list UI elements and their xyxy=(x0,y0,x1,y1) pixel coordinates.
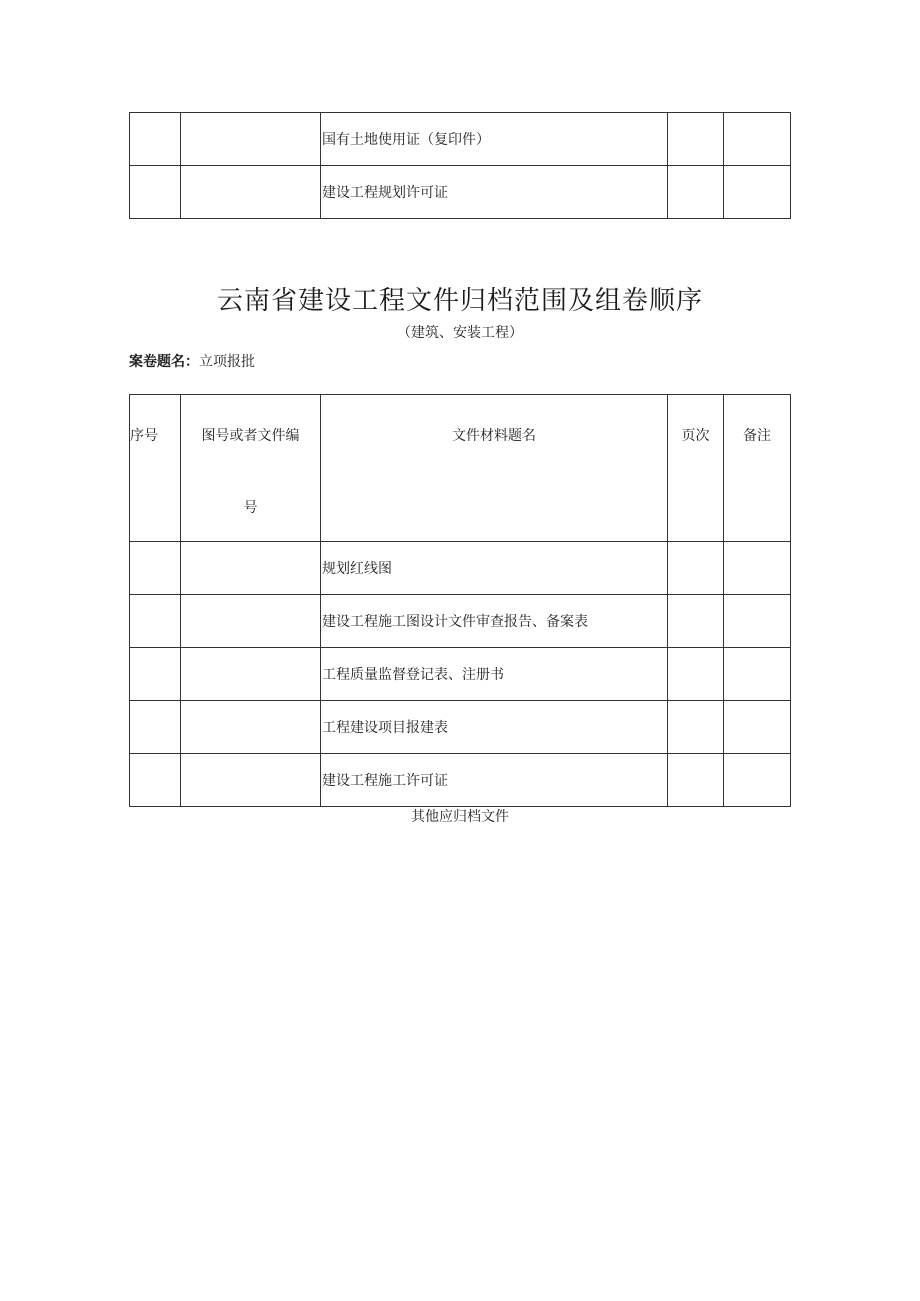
note-cell xyxy=(724,754,791,807)
table-row xyxy=(130,166,791,219)
doc-number-cell xyxy=(181,166,321,219)
note-cell xyxy=(724,166,791,219)
case-title-value: 立项报批 xyxy=(199,354,255,370)
doc-number-cell xyxy=(181,648,321,701)
table-row xyxy=(130,542,791,595)
note-cell xyxy=(724,648,791,701)
table-row xyxy=(130,113,791,166)
file-name-cell: 工程建设项目报建表 xyxy=(321,701,668,754)
footer-note: 其他应归档文件 xyxy=(411,809,509,825)
header-doc-number-line1: 图号或者文件编 xyxy=(201,428,300,444)
table-header-row xyxy=(130,395,791,542)
pages-cell xyxy=(668,113,724,166)
pages-cell xyxy=(668,701,724,754)
seq-cell xyxy=(130,648,181,701)
seq-cell xyxy=(130,542,181,595)
table-row xyxy=(130,701,791,754)
pages-cell xyxy=(668,166,724,219)
file-name-cell: 国有土地使用证（复印件） xyxy=(321,113,668,166)
seq-cell xyxy=(130,166,181,219)
case-title-label: 案卷题名： xyxy=(129,354,199,370)
note-cell xyxy=(724,113,791,166)
header-note: 备注 xyxy=(724,395,791,542)
doc-number-cell xyxy=(181,754,321,807)
doc-number-cell xyxy=(181,542,321,595)
file-name-cell: 建设工程规划许可证 xyxy=(321,166,668,219)
seq-cell xyxy=(130,595,181,648)
seq-cell xyxy=(130,113,181,166)
doc-number-cell xyxy=(181,701,321,754)
header-seq: 序号 xyxy=(130,395,181,542)
page-title: 云南省建设工程文件归档范围及组卷顺序 xyxy=(216,286,703,316)
pages-cell xyxy=(668,754,724,807)
pages-cell xyxy=(668,648,724,701)
note-cell xyxy=(724,542,791,595)
note-cell xyxy=(724,701,791,754)
header-pages: 页次 xyxy=(668,395,724,542)
file-name-cell: 建设工程施工许可证 xyxy=(321,754,668,807)
seq-cell xyxy=(130,754,181,807)
header-doc-number-line2: 号 xyxy=(243,500,258,516)
table-row xyxy=(130,595,791,648)
table-row xyxy=(130,648,791,701)
doc-number-cell xyxy=(181,595,321,648)
file-catalog-table xyxy=(129,394,791,807)
case-title xyxy=(129,351,255,371)
doc-number-cell xyxy=(181,113,321,166)
page-subtitle: （建筑、安装工程） xyxy=(397,325,523,341)
table-row xyxy=(130,754,791,807)
file-name-cell: 建设工程施工图设计文件审查报告、备案表 xyxy=(321,595,668,648)
pages-cell xyxy=(668,542,724,595)
header-doc-number xyxy=(181,395,321,542)
file-name-cell: 工程质量监督登记表、注册书 xyxy=(321,648,668,701)
header-file-name: 文件材料题名 xyxy=(321,395,668,542)
continued-file-table xyxy=(129,112,791,219)
file-name-cell: 规划红线图 xyxy=(321,542,668,595)
seq-cell xyxy=(130,701,181,754)
note-cell xyxy=(724,595,791,648)
pages-cell xyxy=(668,595,724,648)
